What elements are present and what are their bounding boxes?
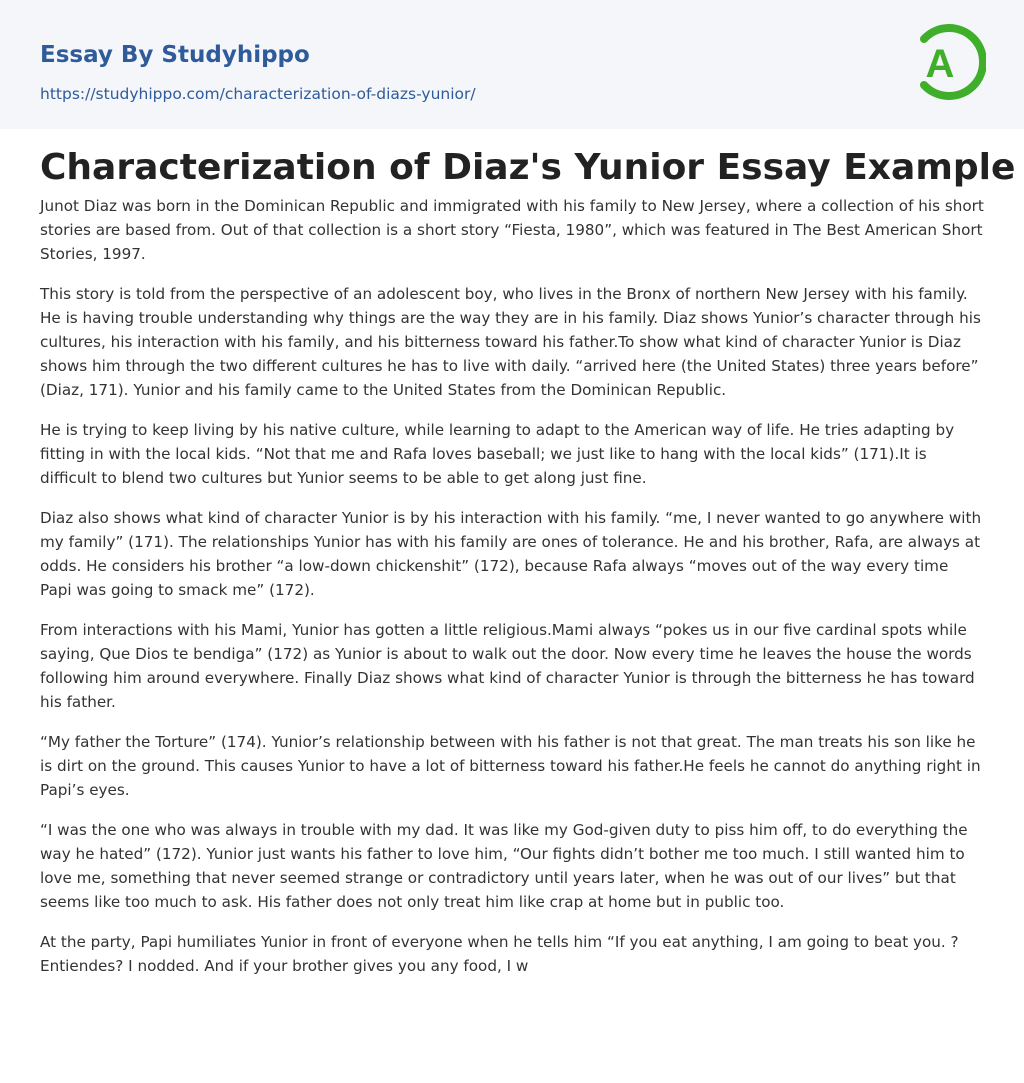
paragraph: At the party, Papi humiliates Yunior in front of everyone when he tells him “If you eat anything, I am going to beat you. ?Entiendes? I nodded. And if your brother gives you any food, I w: [40, 933, 959, 975]
paragraph: Diaz also shows what kind of character Yunior is by his interaction with his family. “me, I never wanted to go anywhere with my family” (171). The relationships Yunior has with his family are ones of tolerance. He and his brother, Rafa, are always at odds. He considers his brother “a low-down chickenshit” (172), because Rafa always “moves out of the way every time Papi was going to smack me” (172).: [40, 509, 982, 599]
logo-letter: A: [925, 42, 955, 86]
page-title: Characterization of Diaz's Yunior Essay Example: [40, 147, 1016, 188]
paragraph: “My father the Torture” (174). Yunior’s relationship between with his father is not that great. The man treats his son like he is dirt on the ground. This causes Yunior to have a lot of bitterness toward his father.He feels he cannot do anything right in Papi’s eyes.: [40, 733, 981, 799]
paragraph: Junot Diaz was born in the Dominican Republic and immigrated with his family to New Jersey, where a collection of his short stories are based from. Out of that collection is a short story “Fiesta, 1980”, which was featured in The Best American Short Stories, 1997.: [40, 197, 984, 263]
paragraph: From interactions with his Mami, Yunior has gotten a little religious.Mami always “pokes us in our five cardinal spots while saying, Que Dios te bendiga” (172) as Yunior is about to walk out the door. Now every time he leaves the house the words following him around everywhere. Finally Diaz shows what kind of character Yunior is through the bitterness he has toward his father.: [40, 621, 975, 711]
paragraph: “I was the one who was always in trouble with my dad. It was like my God-given duty to piss him off, to do everything the way he hated” (172). Yunior just wants his father to love him, “Our fights didn’t bother me too much. I still wanted him to love me, something that never seemed strange or contradictory until years later, when he was out of our lives” but that seems like too much to ask. His father does not only treat him like crap at home but in public too.: [40, 821, 968, 911]
article-url-link[interactable]: https://studyhippo.com/characterization-of-diazs-yunior/: [40, 85, 476, 103]
article-body: [40, 194, 984, 994]
paragraph: This story is told from the perspective of an adolescent boy, who lives in the Bronx of northern New Jersey with his family. He is having trouble understanding why things are the way they are in his family. Diaz shows Yunior’s character through his cultures, his interaction with his family, and his bitterness toward his father.To show what kind of character Yunior is Diaz shows him through the two different cultures he has to live with daily. “arrived here (the United States) three years before” (Diaz, 171). Yunior and his family came to the United States from the Dominican Republic.: [40, 285, 981, 399]
brand-title[interactable]: Essay By Studyhippo: [40, 42, 310, 68]
paragraph: He is trying to keep living by his native culture, while learning to adapt to the American way of life. He tries adapting by fitting in with the local kids. “Not that me and Rafa loves baseball; we just like to hang with the local kids” (171).It is difficult to blend two cultures but Yunior seems to be able to get along just fine.: [40, 421, 955, 487]
